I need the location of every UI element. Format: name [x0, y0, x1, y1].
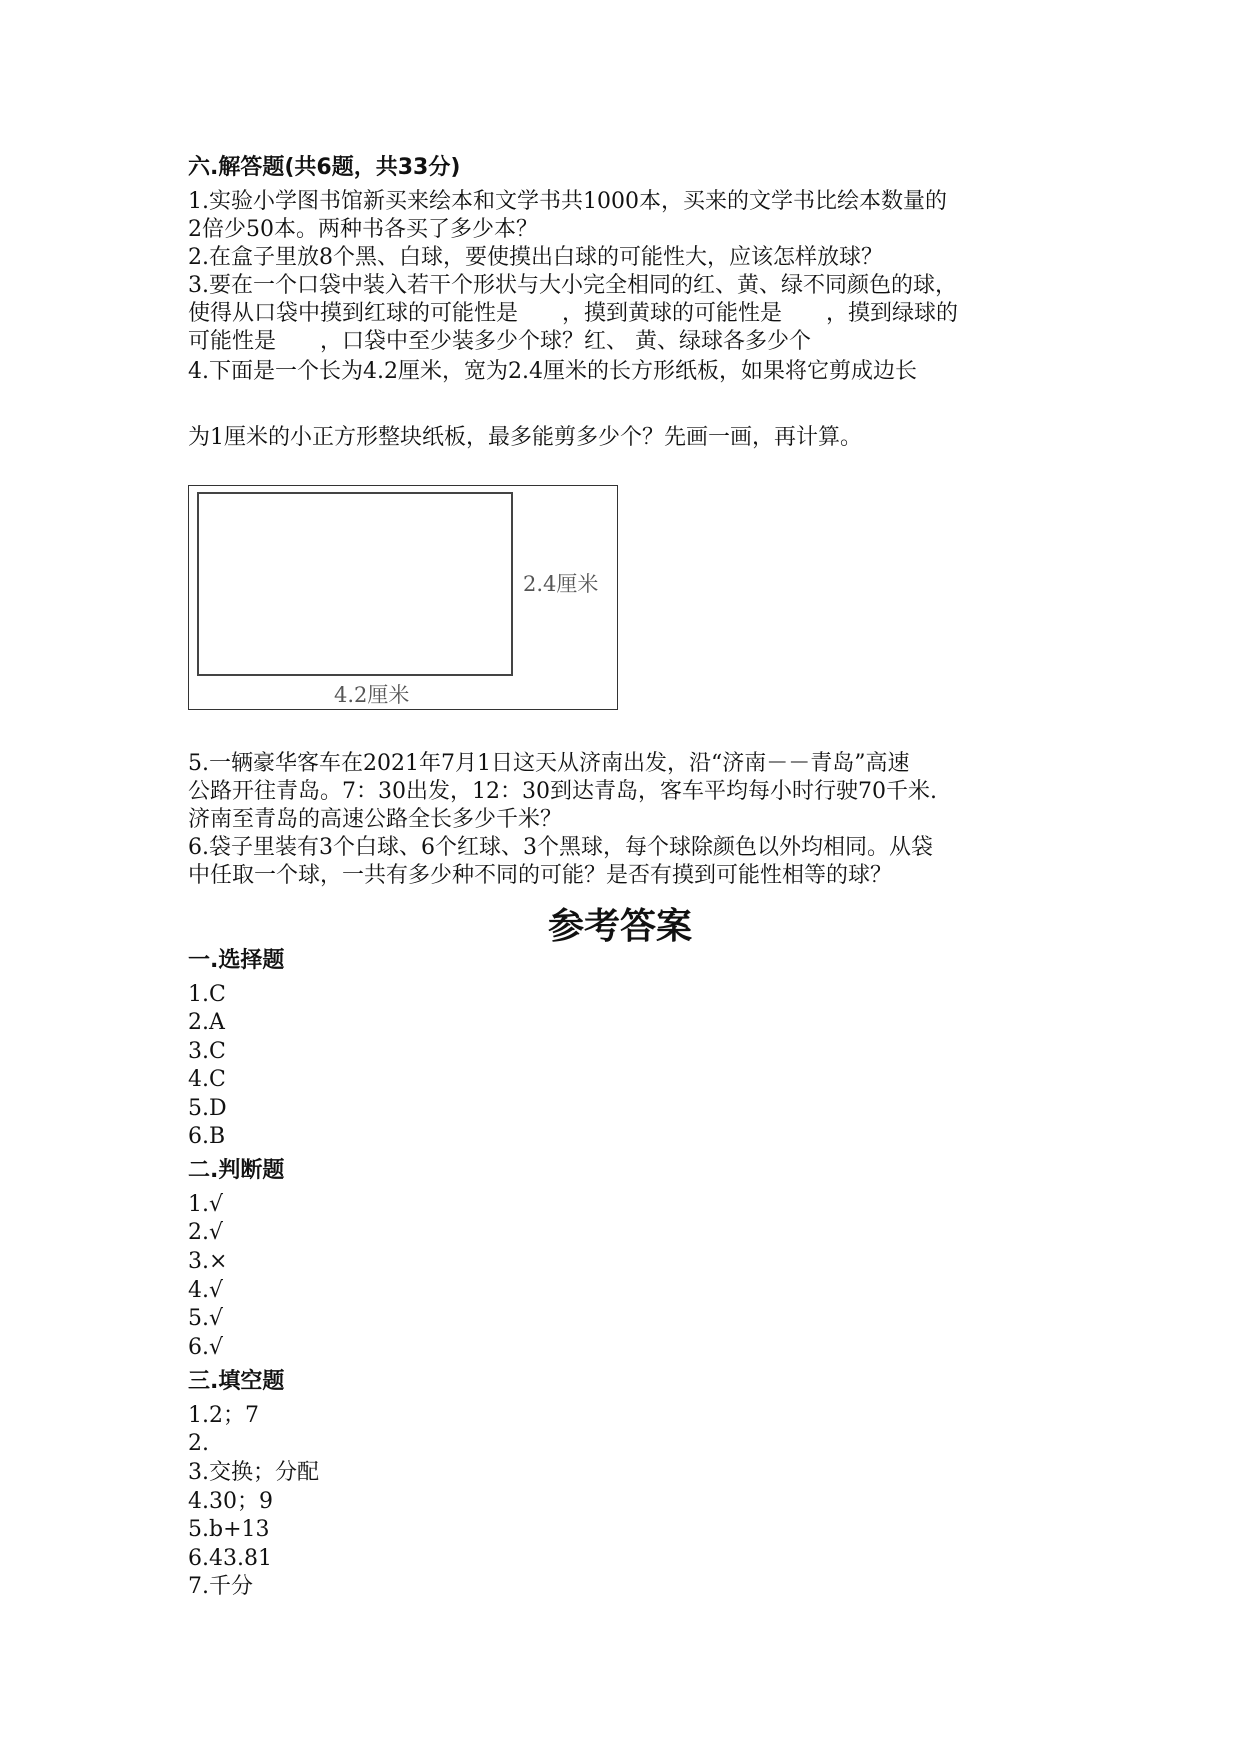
answer-item: 3.C: [188, 1039, 226, 1064]
answer-item: 5.D: [188, 1096, 227, 1121]
question-2-line-1: 2.在盒子里放8个黑、白球，要使摸出白球的可能性大，应该怎样放球？: [188, 245, 883, 270]
question-5-line-2: 公路开往青岛。7：30出发，12：30到达青岛，客车平均每小时行驶70千米.: [188, 779, 937, 804]
rectangle-figure: [188, 485, 618, 710]
answer-item: 7.千分: [188, 1574, 253, 1599]
question-4-line-2: 为1厘米的小正方形整块纸板，最多能剪多少个？先画一画，再计算。: [188, 425, 862, 450]
answer-item: 5.√: [188, 1306, 224, 1331]
answer-item: 4.C: [188, 1067, 226, 1092]
question-1-line-2: 2倍少50本。两种书各买了多少本？: [188, 217, 538, 242]
answers-part3-heading: 三.填空题: [188, 1369, 285, 1394]
rectangle-width-label: 4.2厘米: [334, 683, 410, 707]
question-3-line-1: 3.要在一个口袋中装入若干个形状与大小完全相同的红、黄、绿不同颜色的球，: [188, 273, 957, 298]
answer-item: 4.√: [188, 1278, 224, 1303]
rectangle-height-label: 2.4厘米: [523, 572, 599, 596]
question-4-line-1: 4.下面是一个长为4.2厘米，宽为2.4厘米的长方形纸板，如果将它剪成边长: [188, 359, 917, 384]
answer-item: 6.B: [188, 1124, 226, 1149]
answer-item: 1.C: [188, 982, 226, 1007]
answer-item: 3.×: [188, 1249, 228, 1274]
answer-item: 5.b+13: [188, 1517, 270, 1542]
answer-item: 1.√: [188, 1192, 224, 1217]
question-5-line-1: 5.一辆豪华客车在2021年7月1日这天从济南出发，沿“济南－－青岛”高速: [188, 751, 910, 776]
answer-item: 3.交换；分配: [188, 1460, 319, 1485]
question-6-line-2: 中任取一个球，一共有多少种不同的可能？是否有摸到可能性相等的球？: [188, 863, 893, 888]
answer-item: 6.43.81: [188, 1546, 272, 1571]
answer-item: 2.√: [188, 1220, 224, 1245]
answer-item: 4.30；9: [188, 1489, 273, 1514]
answers-part1-heading: 一.选择题: [188, 948, 285, 973]
answers-part2-heading: 二.判断题: [188, 1158, 285, 1183]
rectangle-shape: [197, 492, 513, 676]
section6-title: 六.解答题(共6题，共33分): [188, 155, 461, 180]
question-6-line-1: 6.袋子里装有3个白球、6个红球、3个黑球，每个球除颜色以外均相同。从袋: [188, 835, 933, 860]
answers-title: 参考答案: [547, 906, 692, 947]
answer-item: 1.2；7: [188, 1403, 259, 1428]
question-3-line-2: 使得从口袋中摸到红球的可能性是 ，摸到黄球的可能性是 ，摸到绿球的: [188, 301, 959, 326]
question-3-line-3: 可能性是 ，口袋中至少装多少个球？红、 黄、绿球各多少个: [188, 329, 811, 354]
answer-item: 6.√: [188, 1335, 224, 1360]
answer-item: 2.A: [188, 1010, 225, 1035]
question-5-line-3: 济南至青岛的高速公路全长多少千米？: [188, 807, 563, 832]
answer-item: 2.: [188, 1431, 209, 1456]
question-1-line-1: 1.实验小学图书馆新买来绘本和文学书共1000本，买来的文学书比绘本数量的: [188, 189, 947, 214]
